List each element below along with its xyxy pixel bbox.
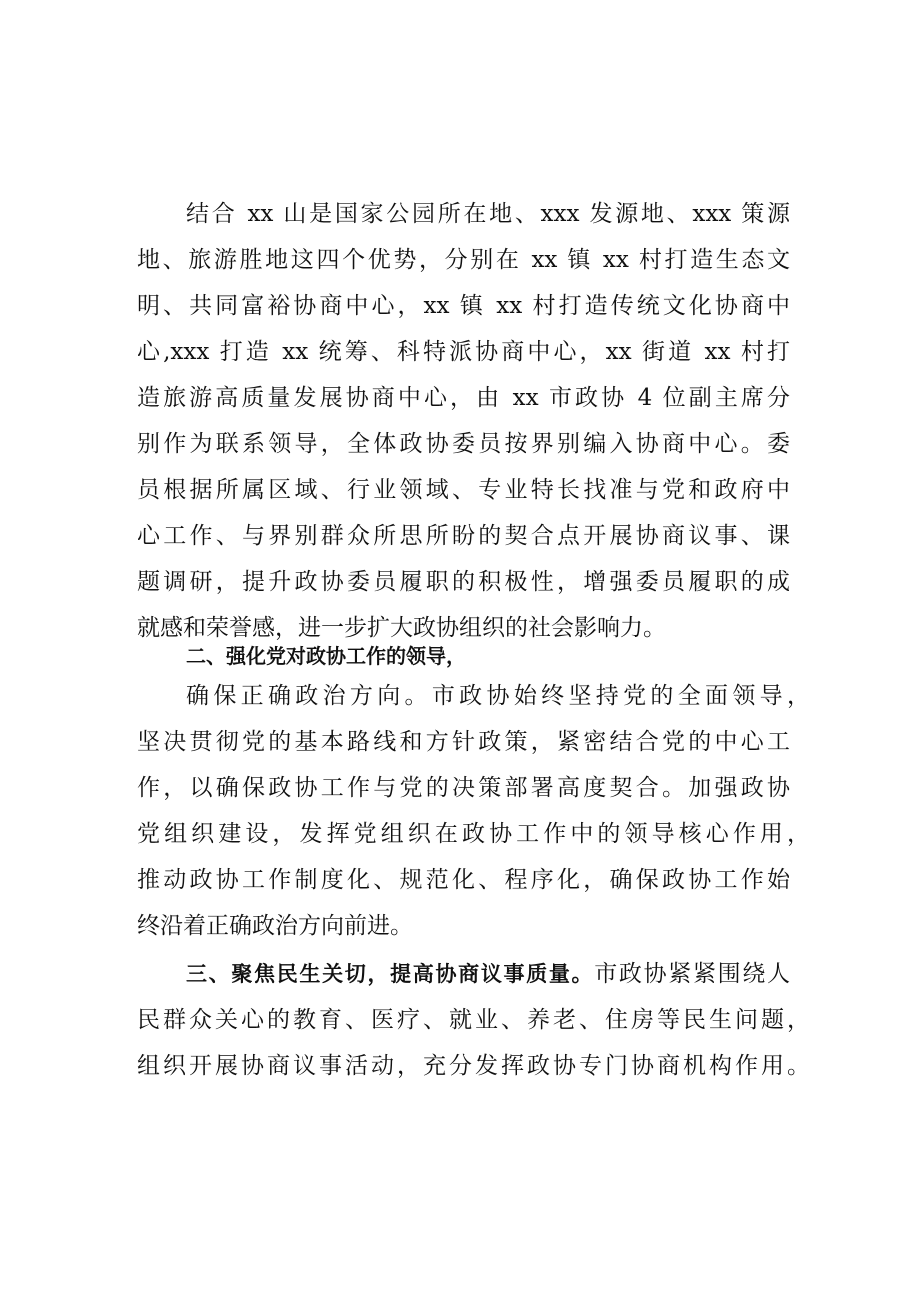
paragraph-1-line-6: 别作为联系领导，全体政协委员按界别编入协商中心。委	[137, 431, 790, 457]
paragraph-2-line-1: 确保正确政治方向。市政协始终坚持党的全面领导，	[186, 683, 810, 709]
paragraph-1-line-10: 就感和荣誉感，进一步扩大政协组织的社会影响力。	[137, 615, 666, 641]
paragraph-2-line-5: 推动政协工作制度化、规范化、程序化，确保政协工作始	[137, 867, 790, 893]
section-heading-3: 三、聚焦民生关切，提高协商议事质量。	[186, 962, 595, 986]
paragraph-1-line-2: 地、旅游胜地这四个优势，分别在 xx 镇 xx 村打造生态文	[137, 247, 790, 273]
paragraph-2-line-6: 终沿着正确政治方向前进。	[137, 913, 413, 939]
paragraph-3-line-3: 组织开展协商议事活动，充分发挥政协专门协商机构作用。	[137, 1053, 810, 1079]
paragraph-1-line-1: 结合 xx 山是国家公园所在地、xxx 发源地、xxx 策源	[186, 201, 790, 227]
paragraph-3-line-1	[186, 954, 790, 994]
paragraph-1-line-7: 员根据所属区域、行业领域、专业特长找准与党和政府中	[137, 477, 790, 503]
paragraph-2-line-2: 坚决贯彻党的基本路线和方针政策，紧密结合党的中心工	[137, 729, 790, 755]
paragraph-1-line-8: 心工作、与界别群众所思所盼的契合点开展协商议事、课	[137, 523, 790, 549]
section-heading-2: 二、强化党对政协工作的领导，	[186, 644, 466, 668]
paragraph-1-line-9: 题调研，提升政协委员履职的积极性，增强委员履职的成	[137, 569, 790, 595]
paragraph-2-line-4: 党组织建设，发挥党组织在政协工作中的领导核心作用，	[137, 821, 810, 847]
paragraph-3-line-1-rest: 市政协紧紧围绕人	[594, 961, 791, 987]
paragraph-2-line-3: 作，以确保政协工作与党的决策部署高度契合。加强政协	[137, 775, 790, 801]
paragraph-3-line-2: 民群众关心的教育、医疗、就业、养老、住房等民生问题，	[137, 1007, 810, 1033]
paragraph-1-line-4: 心,xxx 打造 xx 统筹、科特派协商中心，xx 街道 xx 村打	[137, 339, 790, 365]
paragraph-1-line-3: 明、共同富裕协商中心，xx 镇 xx 村打造传统文化协商中	[137, 293, 790, 319]
paragraph-1-line-5: 造旅游高质量发展协商中心，由 xx 市政协 4 位副主席分	[137, 385, 790, 411]
